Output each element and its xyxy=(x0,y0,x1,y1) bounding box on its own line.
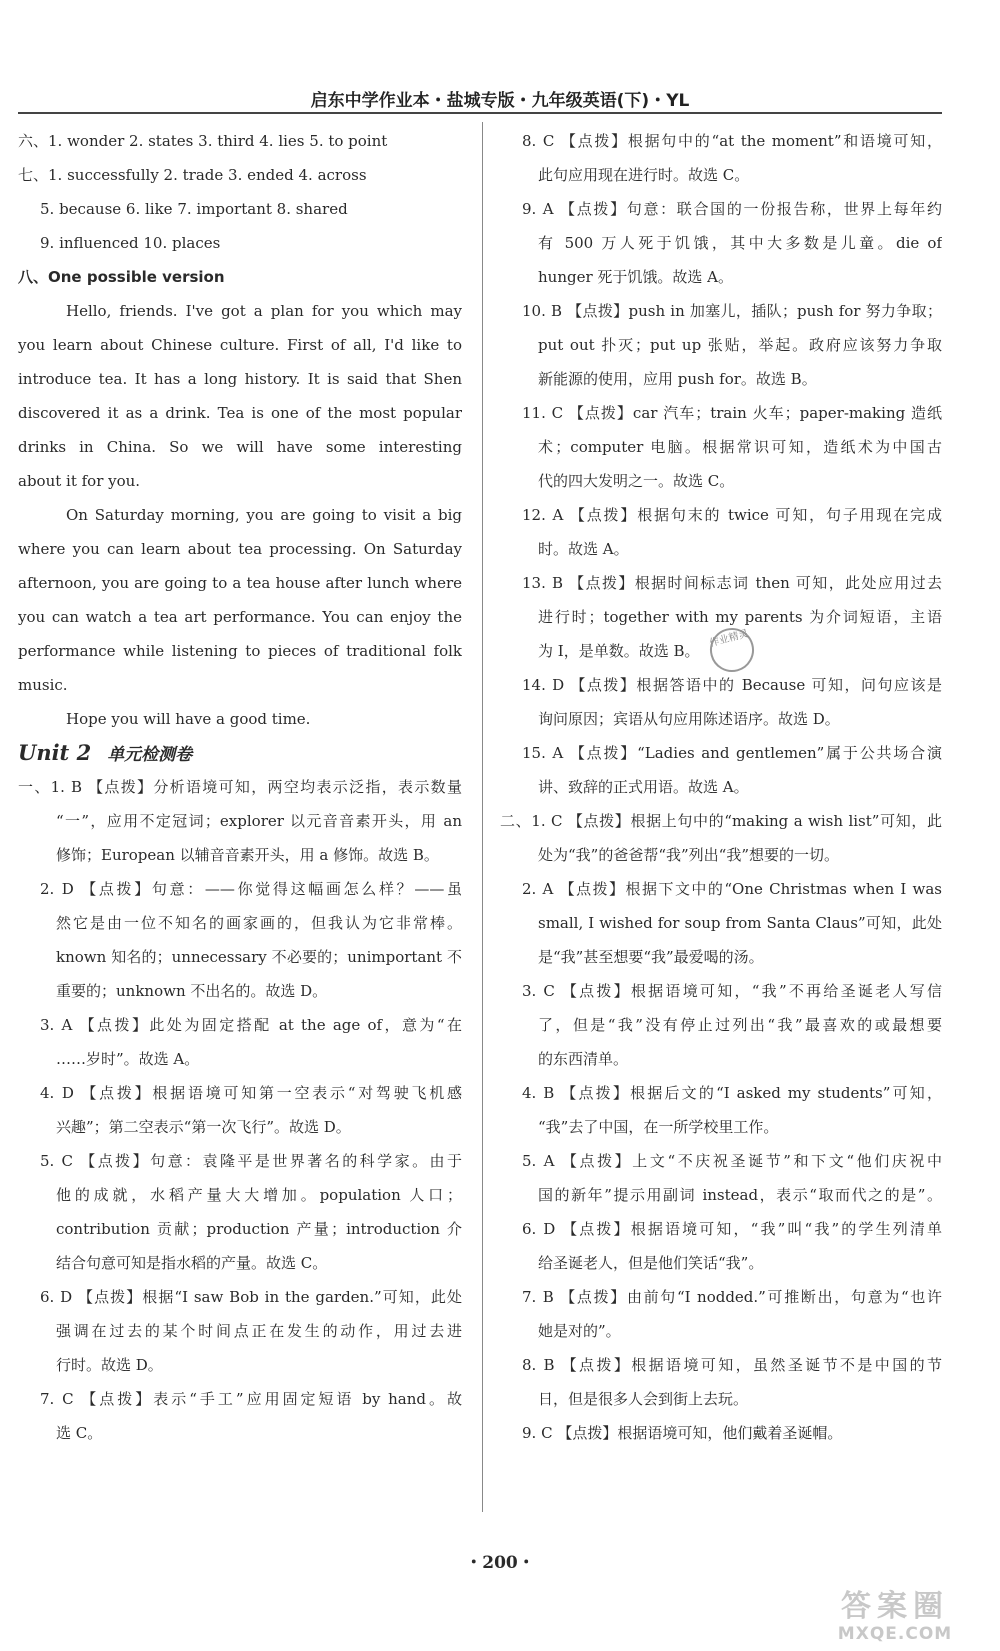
text-line: 14. D 【点拨】根据答语中的 Because 可知，问句应该是 xyxy=(522,676,942,694)
text-line: 日，但是很多人会到街上去玩。 xyxy=(538,1390,749,1408)
text-line: 给圣诞老人，但是他们笑话“我”。 xyxy=(538,1254,764,1272)
header-rule xyxy=(18,112,942,114)
unit-label: Unit 2 xyxy=(18,740,92,765)
text-line: 10. B 【点拨】push in 加塞儿，插队；push for 努力争取； xyxy=(522,302,942,320)
text-line: 时。故选 A。 xyxy=(538,540,629,558)
text-line: 11. C 【点拨】car 汽车；train 火车；paper-making 造纸 xyxy=(522,404,942,422)
text-line: 她是对的”。 xyxy=(538,1322,621,1340)
text-line: 2. D 【点拨】句意：——你觉得这幅画怎么样？——虽 xyxy=(40,880,462,898)
text-line: 是“我”甚至想要“我”最爱喝的汤。 xyxy=(538,948,764,966)
text-line: you learn about Chinese culture. First of all, I'd like to xyxy=(18,336,462,354)
text-line: 重要的；unknown 不出名的。故选 D。 xyxy=(56,982,328,1000)
text-line: 有 500 万人死于饥饿，其中大多数是儿童。die of xyxy=(538,234,942,252)
text-line: 兴趣”；第二空表示“第一次飞行”。故选 D。 xyxy=(56,1118,351,1136)
text-line: 术；computer 电脑。根据常识可知，造纸术为中国古 xyxy=(538,438,942,456)
text-line: 13. B 【点拨】根据时间标志词 then 可知，此处应用过去 xyxy=(522,574,942,592)
text-line: 8. B 【点拨】根据语境可知，虽然圣诞节不是中国的节 xyxy=(522,1356,942,1374)
text-line: 9. C 【点拨】根据语境可知，他们戴着圣诞帽。 xyxy=(522,1424,843,1442)
text-line: 国的新年”提示用副词 instead，表示“取而代之的是”。 xyxy=(538,1186,942,1204)
text-line: 一、1. B 【点拨】分析语境可知，两空均表示泛指，表示数量 xyxy=(18,778,462,796)
text-line: 讲、致辞的正式用语。故选 A。 xyxy=(538,778,749,796)
text-line: 修饰；European 以辅音音素开头，用 a 修饰。故选 B。 xyxy=(56,846,439,864)
text-line: 9. A 【点拨】句意：联合国的一份报告称，世界上每年约 xyxy=(522,200,942,218)
text-line: 3. A 【点拨】此处为固定搭配 at the age of，意为“在 xyxy=(40,1016,462,1034)
stamp-seal: 作业精灵 xyxy=(705,623,759,677)
text-line: drinks in China. So we will have some interesting xyxy=(18,438,462,456)
text-line: introduce tea. It has a long history. It is said that Shen xyxy=(18,370,462,388)
text-line: 5. C 【点拨】句意：袁隆平是世界著名的科学家。由于 xyxy=(40,1152,462,1170)
text-line: 代的四大发明之一。故选 C。 xyxy=(538,472,735,490)
text-line: 七、1. successfully 2. trade 3. ended 4. across xyxy=(18,166,367,184)
text-line: 了，但是“我”没有停止过列出“我”最喜欢的或最想要 xyxy=(538,1016,942,1034)
text-line: small, I wished for soup from Santa Claus”可知，此处 xyxy=(538,914,942,932)
text-line: 八、One possible version xyxy=(18,268,225,286)
text-line: 5. because 6. like 7. important 8. shared xyxy=(40,200,348,218)
text-line: about it for you. xyxy=(18,472,141,490)
text-line: “我”去了中国，在一所学校里工作。 xyxy=(538,1118,779,1136)
text-line: 选 C。 xyxy=(56,1424,103,1442)
text-line: 2. A 【点拨】根据下文中的“One Christmas when I was xyxy=(522,880,942,898)
text-line: 行时。故选 D。 xyxy=(56,1356,163,1374)
watermark-url: MXQE.COM xyxy=(837,1624,953,1644)
text-line: 9. influenced 10. places xyxy=(40,234,221,252)
text-line: 六、1. wonder 2. states 3. third 4. lies 5. to point xyxy=(18,132,388,150)
text-line: hunger 死于饥饿。故选 A。 xyxy=(538,268,734,286)
text-line: “一”，应用不定冠词；explorer 以元音音素开头，用 an xyxy=(56,812,462,830)
text-line: 6. D 【点拨】根据语境可知，“我”叫“我”的学生列清单 xyxy=(522,1220,942,1238)
page-number: ・200・ xyxy=(465,1553,535,1573)
text-line: 为 I，是单数。故选 B。 xyxy=(538,642,700,660)
text-line: afternoon, you are going to a tea house after lunch where xyxy=(18,574,462,592)
text-line: 二、1. C 【点拨】根据上句中的“making a wish list”可知，此 xyxy=(500,812,942,830)
text-line: performance while listening to pieces of traditional folk xyxy=(18,642,462,660)
text-line: discovered it as a drink. Tea is one of the most popular xyxy=(18,404,462,422)
text-line: 15. A 【点拨】“Ladies and gentlemen”属于公共场合演 xyxy=(522,744,942,762)
text-line: 5. A 【点拨】上文“不庆祝圣诞节”和下文“他们庆祝中 xyxy=(522,1152,942,1170)
text-line: put out 扑灭；put up 张贴，举起。政府应该努力争取 xyxy=(538,336,942,354)
text-line: ……岁时”。故选 A。 xyxy=(56,1050,200,1068)
unit-subtitle: 单元检测卷 xyxy=(107,745,193,765)
left-column xyxy=(18,124,462,1450)
text-line: Hope you will have a good time. xyxy=(66,710,311,728)
text-line: music. xyxy=(18,676,68,694)
text-line: known 知名的；unnecessary 不必要的；unimportant 不 xyxy=(56,948,462,966)
text-line: 此句应用现在进行时。故选 C。 xyxy=(538,166,750,184)
page-header: 启东中学作业本・盐城专版・九年级英语(下)・YL xyxy=(310,91,690,111)
text-line: 新能源的使用，应用 push for。故选 B。 xyxy=(538,370,817,388)
text-line: 7. B 【点拨】由前句“I nodded.”可推断出，句意为“也许 xyxy=(522,1288,942,1306)
text-line: 处为“我”的爸爸帮“我”列出“我”想要的一切。 xyxy=(538,846,840,864)
text-line: Hello, friends. I've got a plan for you which may xyxy=(66,302,462,320)
text-line: 8. C 【点拨】根据句中的“at the moment”和语境可知， xyxy=(522,132,942,150)
right-column xyxy=(500,124,942,1450)
text-line: 12. A 【点拨】根据句末的 twice 可知，句子用现在完成 xyxy=(522,506,942,524)
text-line: 4. D 【点拨】根据语境可知第一空表示“对驾驶飞机感 xyxy=(40,1084,462,1102)
text-line: 6. D 【点拨】根据“I saw Bob in the garden.”可知，此处 xyxy=(40,1288,462,1306)
text-line: 4. B 【点拨】根据后文的“I asked my students”可知， xyxy=(522,1084,942,1102)
watermark-text: 答案圈 xyxy=(841,1589,949,1624)
text-line: where you can learn about tea processing. On Saturday xyxy=(18,540,462,558)
text-line: 然它是由一位不知名的画家画的，但我认为它非常棒。 xyxy=(56,914,462,932)
text-line: 他的成就，水稻产量大大增加。population 人口； xyxy=(56,1186,462,1204)
text-line: 3. C 【点拨】根据语境可知，“我”不再给圣诞老人写信 xyxy=(522,982,942,1000)
text-line: On Saturday morning, you are going to visit a big xyxy=(66,506,462,524)
text-line: contribution 贡献；production 产量；introduction 介 xyxy=(56,1220,462,1238)
text-line: 强调在过去的某个时间点正在发生的动作，用过去进 xyxy=(56,1322,462,1340)
unit-title xyxy=(18,736,462,770)
text-line: you can watch a tea art performance. You can enjoy the xyxy=(18,608,462,626)
text-line: 7. C 【点拨】表示“手工”应用固定短语 by hand。故 xyxy=(40,1390,462,1408)
text-line: 的东西清单。 xyxy=(538,1050,629,1068)
text-line: 询问原因；宾语从句应用陈述语序。故选 D。 xyxy=(538,710,840,728)
text-line: 进行时；together with my parents 为介词短语，主语 xyxy=(538,608,942,626)
watermark-logo xyxy=(800,1590,990,1648)
column-divider xyxy=(482,122,483,1512)
text-line: 结合句意可知是指水稻的产量。故选 C。 xyxy=(56,1254,328,1272)
